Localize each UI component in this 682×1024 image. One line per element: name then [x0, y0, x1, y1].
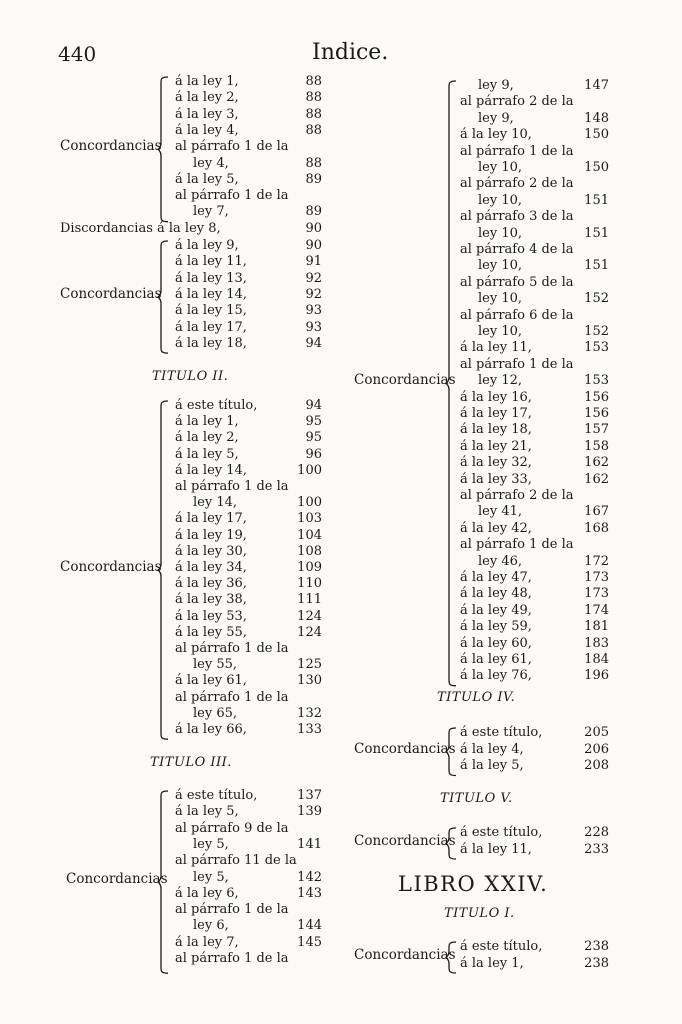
index-entry-text: ley 10,	[478, 225, 523, 241]
index-entry-page: 157	[584, 422, 609, 438]
section-heading: TITULO IV.	[437, 690, 516, 705]
index-entry-text: á la ley 61,	[175, 673, 247, 689]
index-entry-text: á la ley 11,	[460, 841, 532, 857]
section-heading: TITULO V.	[440, 791, 513, 806]
index-entry-text: á la ley 17,	[175, 319, 247, 335]
index-entry-page: 238	[584, 955, 609, 971]
index-entry-page: 174	[584, 602, 609, 618]
index-entry-text: á este título,	[460, 939, 543, 954]
index-entry-text: ley 10,	[478, 258, 523, 274]
index-entry-text: á la ley 5,	[175, 171, 239, 187]
page-number: 440	[58, 42, 97, 66]
index-entry-text: al párrafo 3 de la	[460, 209, 574, 225]
index-entry-page: 151	[584, 258, 609, 274]
index-entry-text: á la ley 49,	[460, 602, 532, 618]
index-entry-page: 92	[305, 270, 322, 286]
index-entry-page: 94	[305, 398, 322, 413]
index-entry-text: á la ley 4,	[460, 741, 524, 757]
index-entry-page: 205	[584, 725, 609, 740]
index-entry-text: á la ley 5,	[175, 804, 239, 820]
index-entry-page: 109	[297, 560, 322, 575]
index-entry-text: á este título,	[175, 398, 258, 413]
index-entry-text: al párrafo 1 de la	[175, 902, 289, 918]
index-entry-page: 184	[584, 652, 609, 667]
index-entry-text: á la ley 7,	[175, 934, 239, 950]
index-entry-page: 88	[305, 155, 322, 171]
index-entry-text: á la ley 11,	[460, 340, 532, 356]
index-entry-text: á la ley 36,	[175, 576, 247, 592]
index-entry-text: á la ley 18,	[460, 422, 532, 438]
index-entry-text: á la ley 76,	[460, 668, 532, 684]
index-entry-text: al párrafo 2 de la	[460, 94, 574, 110]
index-entry-page: 206	[584, 741, 609, 757]
index-entry-page: 139	[297, 804, 322, 820]
index-entry-text: á la ley 1,	[175, 414, 239, 430]
index-entry-text: á la ley 4,	[175, 122, 239, 138]
index-entry-text: á la ley 19,	[175, 527, 247, 543]
index-entry-text: á la ley 2,	[175, 430, 239, 446]
index-entry-text: al párrafo 2 de la	[460, 176, 574, 192]
index-entry-text: ley 4,	[193, 155, 229, 171]
index-entry-page: 208	[584, 758, 609, 773]
index-entry-page: 103	[297, 511, 322, 527]
index-entry-page: 162	[584, 471, 609, 487]
concordancias-label: Concordancias	[354, 740, 456, 757]
index-entry-text: á la ley 32,	[460, 455, 532, 471]
index-entry-text: á este título,	[175, 788, 258, 803]
index-entry-text: ley 55,	[193, 657, 238, 673]
index-entry-text: á la ley 5,	[460, 758, 524, 773]
index-entry-page: 152	[584, 324, 609, 339]
index-entry-text: á este título,	[460, 725, 543, 740]
index-entry-text: ley 10,	[478, 192, 523, 208]
index-entry-text: á la ley 48,	[460, 586, 532, 602]
index-entry-page: 95	[305, 430, 322, 446]
index-entry-page: 93	[305, 319, 322, 335]
index-entry-page: 162	[584, 455, 609, 471]
index-entry-text: á la ley 14,	[175, 462, 247, 478]
index-entry-page: 183	[584, 635, 609, 651]
index-entry-page: 124	[297, 624, 322, 640]
index-entry-page: 108	[297, 543, 322, 559]
index-entry-text: á la ley 3,	[175, 106, 239, 122]
index-entry-text: ley 65,	[193, 705, 238, 721]
index-entry-page: 141	[297, 836, 322, 852]
index-entry-page: 143	[297, 885, 322, 901]
index-entry-text: á la ley 60,	[460, 635, 532, 651]
index-entry-text: al párrafo 1 de la	[175, 641, 289, 656]
index-entry-page: 151	[584, 192, 609, 208]
index-entry-page: 132	[297, 705, 322, 721]
section-heading: TITULO II.	[152, 369, 229, 384]
index-entry-page: 91	[305, 254, 322, 270]
concordancias-label: Concordancias	[60, 286, 162, 303]
index-entry-page: 88	[305, 122, 322, 138]
discordancias-text: Discordancias á la ley 8,	[60, 221, 221, 236]
index-entry-text: ley 7,	[193, 204, 229, 220]
index-entry-text: ley 6,	[193, 918, 229, 934]
index-entry-text: á la ley 11,	[175, 254, 247, 270]
index-entry-text: á la ley 14,	[175, 286, 247, 302]
discordancias-page: 90	[305, 221, 322, 236]
index-entry-text: á la ley 10,	[460, 127, 532, 143]
concordancias-label: Concordancias	[354, 372, 456, 389]
index-entry-text: á la ley 55,	[175, 624, 247, 640]
concordancias-label: Concordancias	[66, 871, 168, 888]
index-entry-page: 153	[584, 373, 609, 389]
index-entry-text: á la ley 30,	[175, 543, 247, 559]
index-entry-page: 142	[297, 869, 322, 885]
index-entry-page: 95	[305, 414, 322, 430]
index-entry-text: al párrafo 2 de la	[460, 488, 574, 503]
index-entry-text: á la ley 2,	[175, 90, 239, 106]
index-entry-page: 145	[297, 934, 322, 950]
index-entry-page: 111	[297, 592, 322, 608]
index-entry-text: ley 9,	[478, 78, 514, 93]
concordancias-label: Concordancias	[354, 946, 456, 963]
index-entry-text: al párrafo 11 de la	[175, 853, 297, 869]
index-entry-page: 104	[297, 527, 322, 543]
index-entry-page: 173	[584, 570, 609, 585]
index-entry-text: á la ley 9,	[175, 238, 239, 253]
index-entry-page: 125	[297, 657, 322, 673]
discordancias-line	[60, 221, 221, 236]
index-entry-page: 110	[297, 576, 322, 592]
index-entry-page: 144	[297, 918, 322, 934]
index-entry-text: á la ley 53,	[175, 608, 247, 624]
index-entry-text: á la ley 18,	[175, 335, 247, 351]
index-entry-text: á la ley 13,	[175, 270, 247, 286]
concordancias-label: Concordancias	[354, 832, 456, 849]
index-entry-text: á la ley 1,	[460, 955, 524, 971]
index-entry-text: ley 14,	[193, 495, 238, 511]
index-entry-page: 130	[297, 673, 322, 689]
index-entry-page: 156	[584, 406, 609, 421]
index-entry-text: á la ley 34,	[175, 560, 247, 575]
index-entry-page: 88	[305, 90, 322, 106]
index-entry-page: 94	[305, 335, 322, 351]
index-entry-text: á la ley 1,	[175, 74, 239, 89]
index-entry-text: á la ley 38,	[175, 592, 247, 608]
index-entry-text: á la ley 42,	[460, 520, 532, 536]
running-head: Indice.	[312, 40, 389, 65]
index-entry-text: á la ley 17,	[175, 511, 247, 527]
concordancias-label: Concordancias	[60, 559, 162, 576]
index-entry-page: 100	[297, 495, 322, 511]
index-entry-page: 96	[305, 446, 322, 462]
index-entry-text: ley 12,	[478, 373, 523, 389]
index-entry-page: 89	[305, 204, 322, 220]
index-entry-text: al párrafo 1 de la	[175, 951, 289, 966]
index-entry-text: al párrafo 1 de la	[460, 537, 574, 553]
index-entry-text: al párrafo 1 de la	[460, 356, 574, 372]
index-entry-page: 156	[584, 389, 609, 405]
index-entry-page: 181	[584, 619, 609, 635]
index-entry-text: á este título,	[460, 825, 543, 840]
index-entry-page: 150	[584, 127, 609, 143]
index-entry-page: 90	[305, 238, 322, 253]
index-entry-text: al párrafo 1 de la	[460, 143, 574, 159]
index-entry-page: 89	[305, 171, 322, 187]
index-entry-text: á la ley 6,	[175, 885, 239, 901]
index-entry-page: 100	[297, 462, 322, 478]
index-entry-text: al párrafo 1 de la	[175, 689, 289, 705]
index-entry-page: 196	[584, 668, 609, 684]
index-entry-text: ley 9,	[478, 110, 514, 126]
section-heading: TITULO I.	[444, 906, 515, 921]
index-entry-text: ley 5,	[193, 836, 229, 852]
index-entry-text: ley 5,	[193, 869, 229, 885]
index-entry-text: ley 10,	[478, 291, 523, 307]
index-entry-text: á la ley 16,	[460, 389, 532, 405]
index-entry-page: 88	[305, 74, 322, 89]
index-entry-text: al párrafo 1 de la	[175, 139, 289, 155]
index-entry-page: 172	[584, 553, 609, 569]
index-entry-page: 147	[584, 78, 609, 93]
index-entry-page: 233	[584, 841, 609, 857]
index-entry-page: 137	[297, 788, 322, 803]
index-entry-text: á la ley 47,	[460, 570, 532, 585]
index-entry-text: ley 46,	[478, 553, 523, 569]
index-entry-text: á la ley 33,	[460, 471, 532, 487]
index-entry-page: 151	[584, 225, 609, 241]
section-heading: TITULO III.	[150, 755, 232, 770]
index-entry-page: 238	[584, 939, 609, 954]
index-entry-text: al párrafo 6 de la	[460, 307, 574, 323]
index-entry-page: 167	[584, 504, 609, 520]
index-entry-text: al párrafo 4 de la	[460, 242, 574, 257]
index-entry-page: 228	[584, 825, 609, 840]
index-entry-text: ley 10,	[478, 160, 523, 175]
index-entry-page: 173	[584, 586, 609, 602]
index-entry-text: á la ley 66,	[175, 722, 247, 737]
index-entry-page: 153	[584, 340, 609, 356]
index-entry-text: al párrafo 9 de la	[175, 820, 289, 836]
index-entry-page: 150	[584, 160, 609, 175]
index-entry-text: á la ley 61,	[460, 652, 532, 667]
index-entry-text: al párrafo 1 de la	[175, 479, 289, 494]
index-entry-text: á la ley 17,	[460, 406, 532, 421]
index-entry-page: 152	[584, 291, 609, 307]
index-entry-text: á la ley 21,	[460, 438, 532, 454]
index-entry-page: 88	[305, 106, 322, 122]
book-heading: LIBRO XXIV.	[398, 872, 549, 896]
index-entry-page: 92	[305, 286, 322, 302]
index-entry-text: á la ley 5,	[175, 446, 239, 462]
index-entry-text: ley 41,	[478, 504, 523, 520]
index-entry-text: al párrafo 1 de la	[175, 188, 289, 204]
index-entry-text: al párrafo 5 de la	[460, 274, 574, 290]
index-entry-page: 158	[584, 438, 609, 454]
index-entry-text: ley 10,	[478, 324, 523, 339]
index-entry-text: á la ley 59,	[460, 619, 532, 635]
index-entry-page: 133	[297, 722, 322, 737]
index-entry-page: 93	[305, 303, 322, 319]
index-entry-text: á la ley 15,	[175, 303, 247, 319]
concordancias-label: Concordancias	[60, 138, 162, 155]
index-entry-page: 148	[584, 110, 609, 126]
index-entry-page: 168	[584, 520, 609, 536]
index-entry-page: 124	[297, 608, 322, 624]
